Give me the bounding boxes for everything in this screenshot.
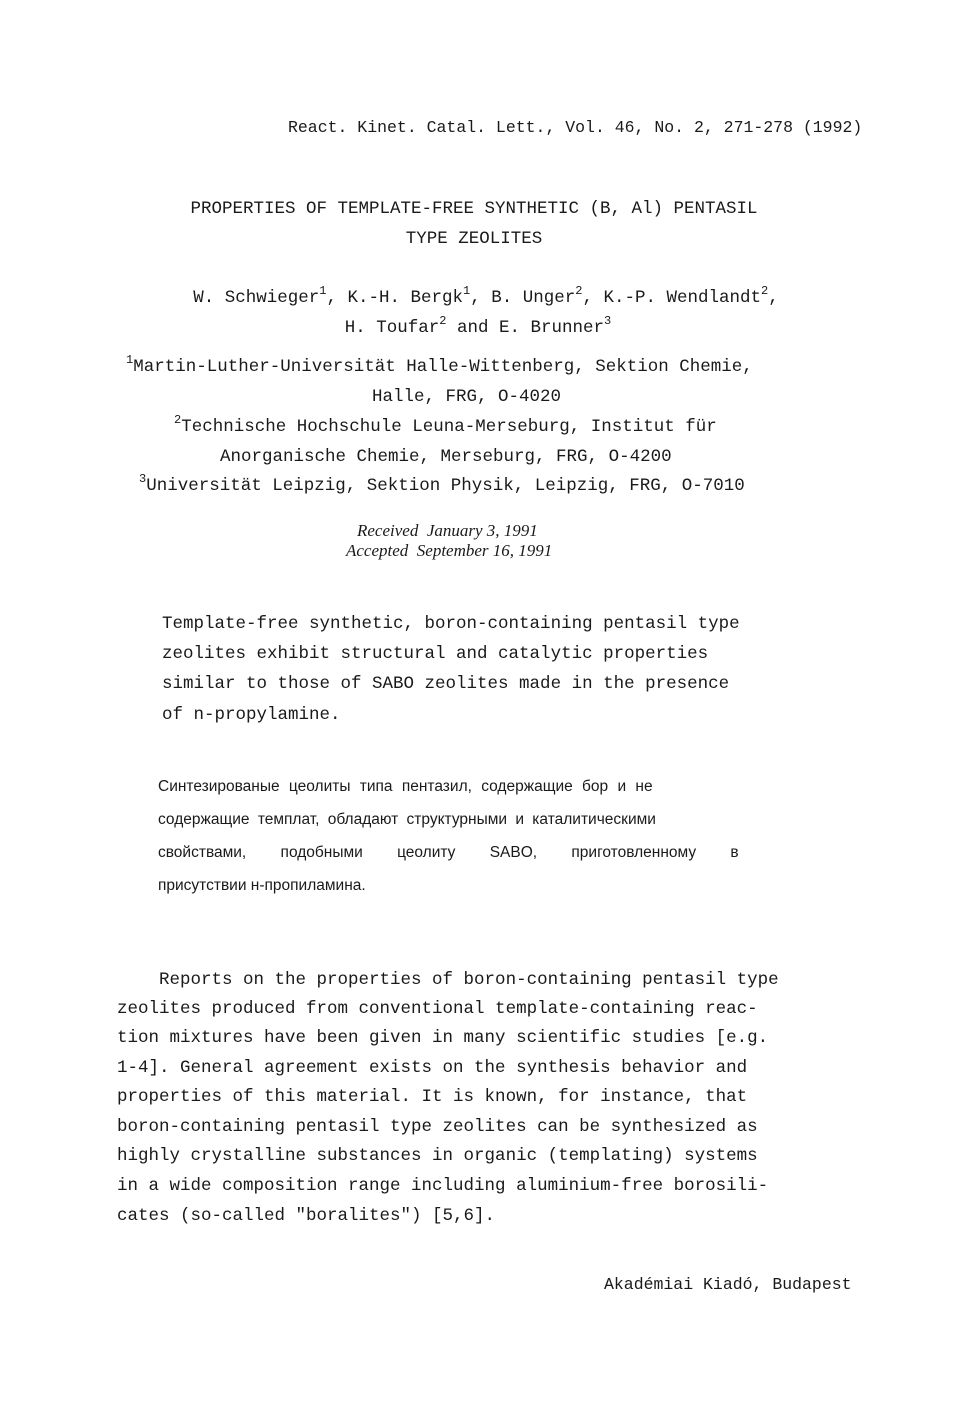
- author-line-2: H. Toufar$^2$ and E. Brunner$^3$: [344, 314, 612, 338]
- abstract-ru-line: содержащие темплат, обладают структурными и каталитическими: [158, 811, 656, 828]
- abstract-line: similar to those of SABO zeolites made in the presence: [162, 674, 730, 694]
- abstract-ru-line: свойствами, подобными цеолиту SABO, приготовленному в: [158, 844, 739, 861]
- affiliation-2: $^2$Technische Hochschule Leuna-Merseburg, Institut für: [174, 413, 717, 437]
- body-line: highly crystalline substances in organic (templating) systems: [117, 1146, 758, 1166]
- author-affiliation-mark: 2: [761, 284, 769, 298]
- author-affiliation-mark: 2: [575, 284, 583, 298]
- body-line: 1-4]. General agreement exists on the synthesis behavior and: [117, 1058, 748, 1078]
- author-name: K.-P. Wendlandt: [603, 288, 762, 308]
- affiliation-1: $^1$Martin-Luther-Universität Halle-Wittenberg, Sektion Chemie,: [126, 353, 753, 377]
- body-line: properties of this material. It is known, for instance, that: [117, 1087, 748, 1107]
- affiliation-2-cont: Anorganische Chemie, Merseburg, FRG, O-4200: [220, 447, 672, 467]
- abstract-line: of n-propylamine.: [162, 705, 341, 725]
- paper-title-line-2: TYPE ZEOLITES: [405, 229, 543, 249]
- body-line: boron-containing pentasil type zeolites can be synthesized as: [117, 1117, 758, 1137]
- body-line: in a wide composition range including aluminium-free borosili-: [117, 1176, 769, 1196]
- author-name: K.-H. Bergk: [347, 288, 464, 308]
- journal-citation: React. Kinet. Catal. Lett., Vol. 46, No. 2, 271-278 (1992): [288, 118, 863, 137]
- publisher-imprint: Akadémiai Kiadó, Budapest: [604, 1275, 852, 1294]
- author-name: H. Toufar: [344, 318, 440, 338]
- abstract-ru-line: Синтезированые цеолиты типа пентазил, содержащие бор и не: [158, 778, 653, 795]
- received-date: Received January 3, 1991: [357, 521, 538, 540]
- author-name: B. Unger: [491, 288, 576, 308]
- author-line-1: W. Schwieger$^1$, K.-H. Bergk$^1$, B. Unger$^2$, K.-P. Wendlandt$^2$,: [193, 284, 779, 308]
- author-name: W. Schwieger: [193, 288, 320, 308]
- body-line: cates (so-called "boralites") [5,6].: [117, 1206, 496, 1226]
- body-line: tion mixtures have been given in many scientific studies [e.g.: [117, 1028, 769, 1048]
- author-affiliation-mark: 1: [463, 284, 471, 298]
- author-affiliation-mark: 2: [439, 314, 447, 328]
- abstract-line: Template-free synthetic, boron-containing pentasil type: [162, 614, 740, 634]
- author-affiliation-mark: 3: [604, 314, 612, 328]
- author-name: E. Brunner: [499, 318, 605, 338]
- body-line: zeolites produced from conventional template-containing reac-: [117, 999, 758, 1019]
- body-line: Reports on the properties of boron-containing pentasil type: [117, 970, 779, 990]
- author-affiliation-mark: 1: [319, 284, 327, 298]
- abstract-ru-line: присутствии н-пропиламина.: [158, 877, 366, 894]
- accepted-date: Accepted September 16, 1991: [346, 541, 553, 560]
- paper-title-line-1: PROPERTIES OF TEMPLATE-FREE SYNTHETIC (B, Al) PENTASIL: [190, 199, 758, 219]
- abstract-line: zeolites exhibit structural and catalytic properties: [162, 644, 709, 664]
- affiliation-3: $^3$Universität Leipzig, Sektion Physik, Leipzig, FRG, O-7010: [139, 472, 745, 496]
- affiliation-1-cont: Halle, FRG, O-4020: [372, 387, 562, 407]
